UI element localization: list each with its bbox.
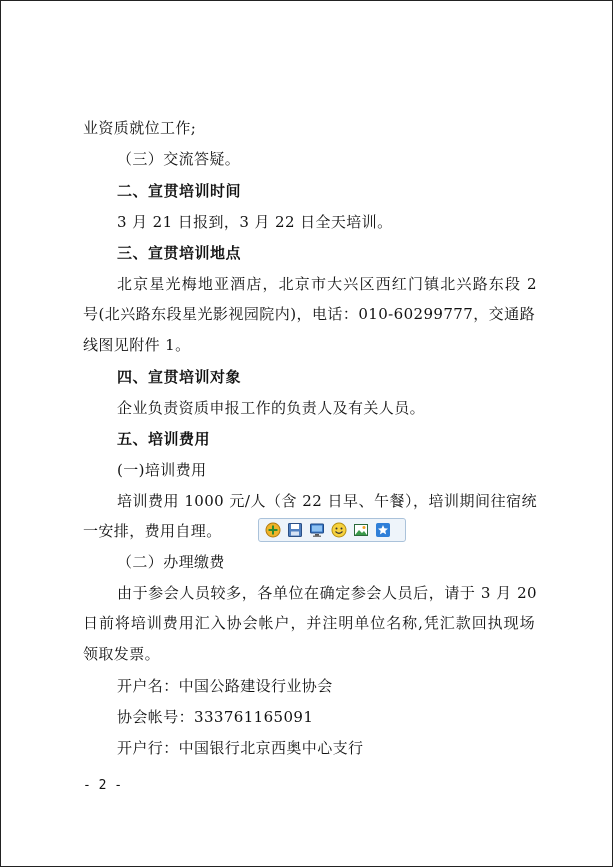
- body-text-line: 一安排，费用自理。: [83, 522, 222, 540]
- section-heading: 五、培训费用: [117, 430, 211, 448]
- body-text-line: 领取发票。: [83, 645, 161, 663]
- floating-toolbar: [258, 518, 406, 542]
- star-icon[interactable]: [374, 521, 392, 539]
- body-text-line: 线图见附件 1。: [83, 336, 191, 354]
- section-heading: 四、宣贯培训对象: [117, 368, 242, 386]
- account-name-line: 开户名：中国公路建设行业协会: [117, 677, 333, 695]
- add-icon[interactable]: [264, 521, 282, 539]
- body-text-line: 企业负责资质申报工作的负责人及有关人员。: [117, 399, 426, 417]
- body-text-line: 日前将培训费用汇入协会帐户，并注明单位名称,凭汇款回执现场: [83, 614, 535, 632]
- image-icon[interactable]: [352, 521, 370, 539]
- section-heading: 二、宣贯培训时间: [117, 182, 242, 200]
- body-text-line: 业资质就位工作;: [83, 119, 197, 137]
- section-heading: 三、宣贯培训地点: [117, 244, 242, 262]
- body-text-line: 号(北兴路东段星光影视园院内)，电话：010-60299777，交通路: [83, 305, 535, 323]
- subsection-line: (一)培训费用: [117, 461, 207, 479]
- body-text-line: 北京星光梅地亚酒店，北京市大兴区西红门镇北兴路东段 2: [117, 275, 537, 293]
- monitor-icon[interactable]: [308, 521, 326, 539]
- save-icon[interactable]: [286, 521, 304, 539]
- subsection-line: （二）办理缴费: [117, 553, 225, 571]
- body-text-line: 培训费用 1000 元/人（含 22 日早、午餐），培训期间往宿统: [117, 492, 537, 510]
- page-number: - 2 -: [83, 778, 123, 793]
- body-text-line: 由于参会人员较多，各单位在确定参会人员后，请于 3 月 20: [117, 584, 537, 602]
- body-text-line: 3 月 21 日报到，3 月 22 日全天培训。: [117, 213, 393, 231]
- bank-line: 开户行：中国银行北京西奥中心支行: [117, 739, 364, 757]
- account-number-line: 协会帐号：333761165091: [117, 708, 314, 726]
- smiley-icon[interactable]: [330, 521, 348, 539]
- subsection-line: （三）交流答疑。: [117, 150, 241, 168]
